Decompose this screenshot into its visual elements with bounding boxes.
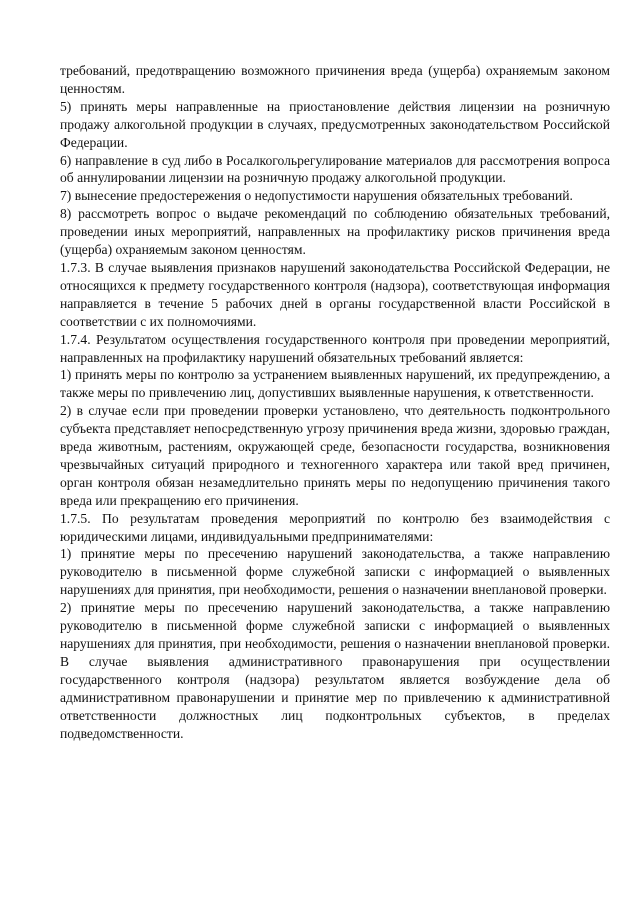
paragraph-item-5: 5) принять меры направленные на приостановление действия лицензии на розничную продажу алкогольной продукции в случаях, предусмотренных законодательством Российской Федерации. bbox=[60, 98, 610, 150]
paragraph-item-7: 7) вынесение предостережения о недопустимости нарушения обязательных требований. bbox=[60, 188, 573, 204]
paragraph-1-7-4-item-2: 2) в случае если при проведении проверки установлено, что деятельность подконтрольного субъекта представляет непосредственную угрозу причинения вреда жизни, здоровью граждан, вреда животным, растениям, окружающей среде, безопасности государства, возникновения чрезвычайных ситуаций природного и техногенного характера или такой вред причинен, орган контроля обязан незамедлительно принять меры по недопущению причинения такого вреда или прекращению его причинения. bbox=[60, 403, 610, 508]
paragraph-1-7-4-item-1: 1) принять меры по контролю за устранением выявленных нарушений, их предупреждению, а также меры по привлечению лиц, допустивших выявленные нарушения, к ответственности. bbox=[60, 367, 610, 401]
paragraph-1-7-5-item-1: 1) принятие меры по пресечению нарушений законодательства, а также направлению руководителю в письменной форме служебной записки с информацией о выявленных нарушениях для принятия, при необходимости, решения о назначении внеплановой проверки. bbox=[60, 546, 610, 598]
paragraph-item-8: 8) рассмотреть вопрос о выдаче рекомендаций по соблюдению обязательных требований, проведении иных мероприятий, направленных на профилактику рисков причинения вреда (ущерба) охраняемым законом ценностям. bbox=[60, 206, 610, 258]
paragraph-section-1-7-3: 1.7.3. В случае выявления признаков нарушений законодательства Российской Федерации, не относящихся к предмету государственного контроля (надзора), соответствующая информация направляется в течение 5 рабочих дней в органы государственной власти Российской в соответствии с их полномочиями. bbox=[60, 259, 610, 329]
paragraph-item-6: 6) направление в суд либо в Росалкогольрегулирование материалов для рассмотрения вопроса об аннулировании лицензии на розничную продажу алкогольной продукции. bbox=[60, 152, 610, 186]
paragraph-1-7-5-item-2: 2) принятие меры по пресечению нарушений законодательства, а также направлению руководителю в письменной форме служебной записки с информацией о выявленных нарушениях для принятия, при необходимости, решения о назначении внеплановой проверки. В случае выявления административного правонарушения при осуществлении государственного контроля (надзора) результатом является возбуждение дела об административном правонарушении и принятие мер по привлечению к административной ответственности должностных лиц подконтрольных субъектов, в пределах подведомственности. bbox=[60, 600, 610, 741]
paragraph-section-1-7-5: 1.7.5. По результатам проведения мероприятий по контролю без взаимодействия с юридическими лицами, индивидуальными предпринимателями: bbox=[60, 510, 610, 544]
paragraph-section-1-7-4: 1.7.4. Результатом осуществления государственного контроля при проведении мероприятий, направленных на профилактику нарушений обязательных требований является: bbox=[60, 331, 610, 365]
paragraph-continuation: требований, предотвращению возможного причинения вреда (ущерба) охраняемым законом ценностям. bbox=[60, 63, 610, 96]
document-page bbox=[60, 62, 610, 742]
